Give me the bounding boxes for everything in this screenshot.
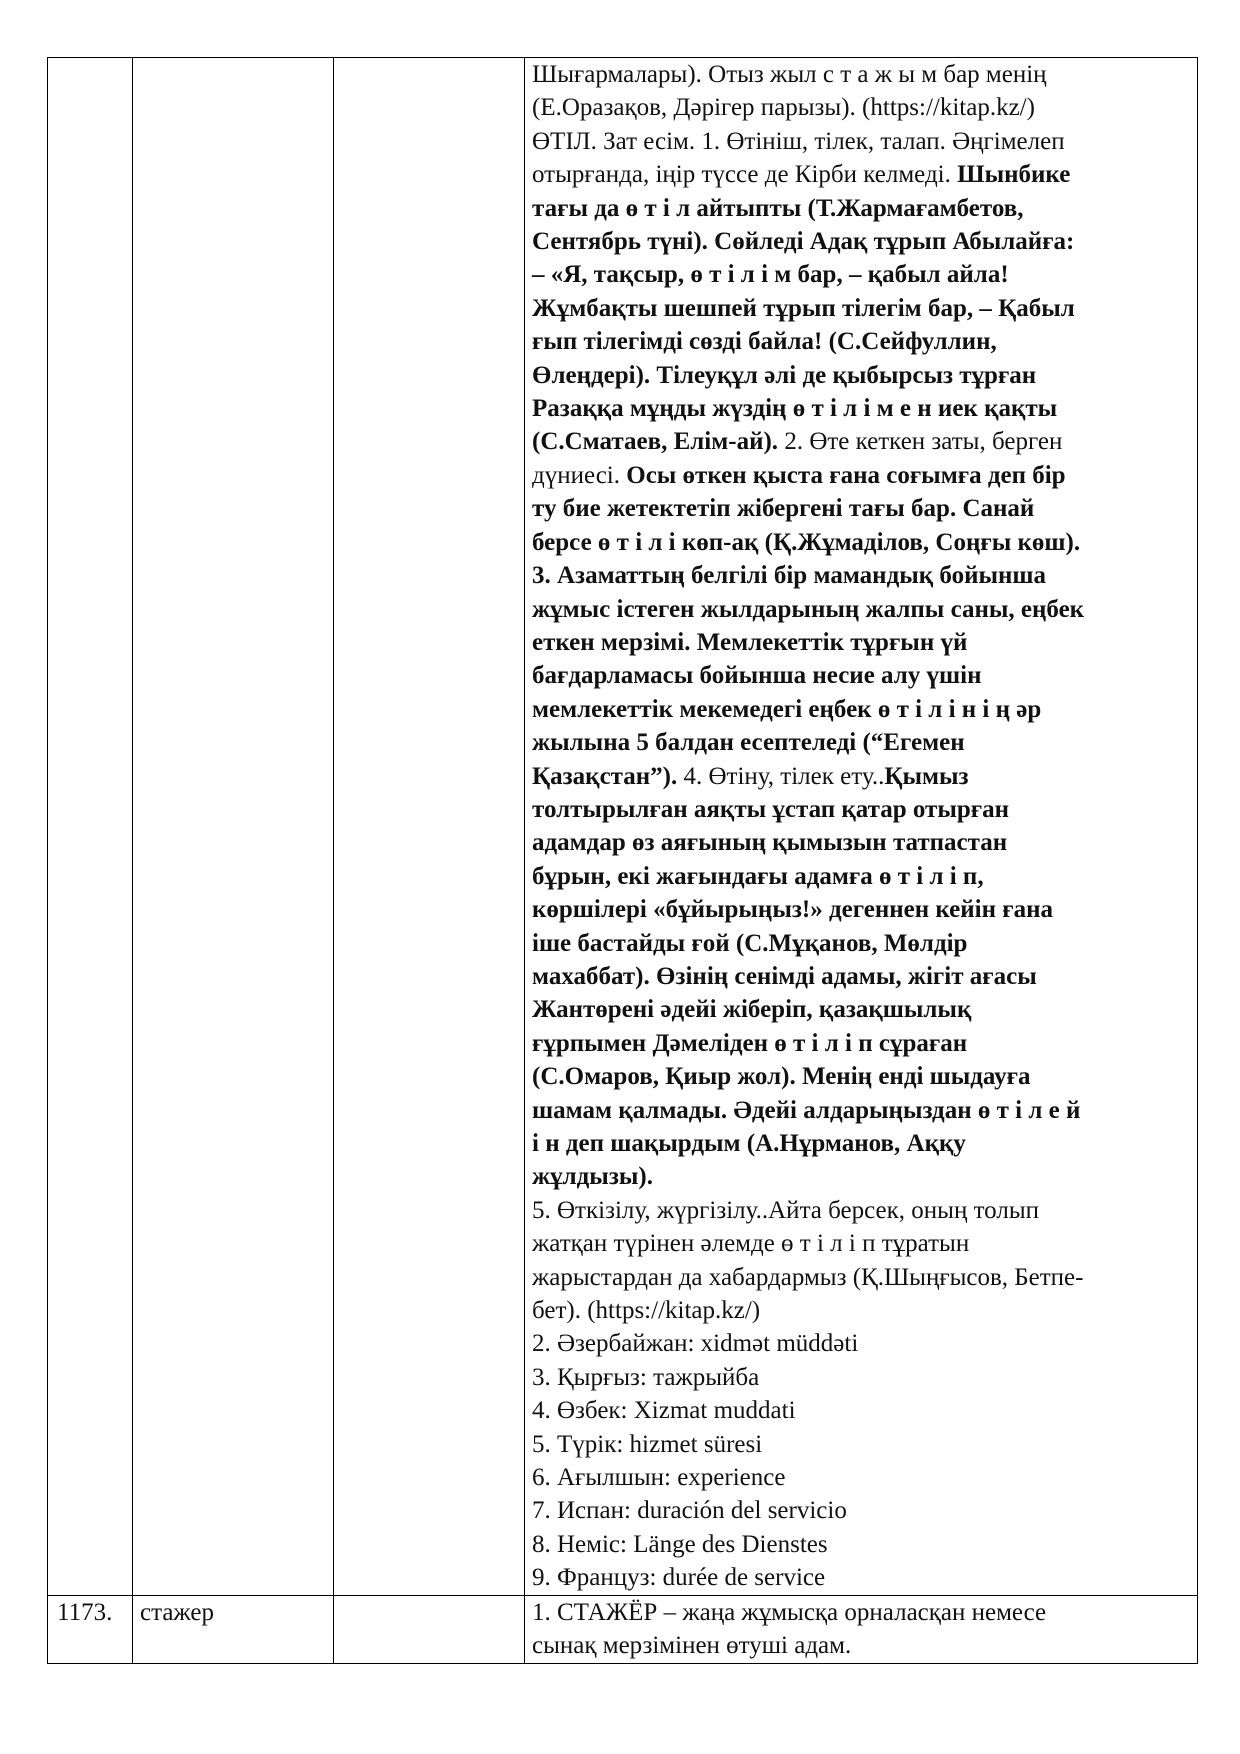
definition-line [532,1629,1191,1662]
definition-text: 8. Неміс: Länge des Dienstes [532,1530,828,1558]
definition-text: жатқан түрінен әлемде ө т і л і п тұратын [532,1230,970,1258]
definition-line [532,1394,1191,1427]
definition-text: (Е.Оразақов, Дәрігер парызы). (https://kitap.kz/) [532,94,1035,122]
definition-line [532,158,1191,191]
definition-line [532,1227,1191,1260]
definition-line [532,1127,1191,1160]
definition-text: 2. Әзербайжан: xidmət müddəti [532,1330,859,1358]
definition-line [532,526,1191,559]
definition-line [532,893,1191,926]
example-text-bold: (С.Омаров, Қиыр жол). Менің енді шыдауға [532,1063,1031,1091]
term-cell [133,58,334,1596]
definition-text: 2. Өте кеткен заты, берген [778,428,1063,456]
definition-line [532,927,1191,960]
entry-number-cell [48,58,133,1596]
definition-text: 3. Қырғыз: тажрыйба [532,1363,760,1391]
example-text-bold: (С.Сматаев, Елім-ай). [532,428,779,456]
example-text-bold: Қазақстан”). [532,762,678,790]
example-text-bold: ғұрпымен Дәмеліден ө т і л і п сұраған [532,1029,968,1057]
definition-line [532,826,1191,859]
definition-line [532,58,1191,91]
definition-line [532,659,1191,692]
definition-line [532,125,1191,158]
definition-line [532,325,1191,358]
definition-line [532,793,1191,826]
example-text-bold: жұмыс істеген жылдарының жалпы саны, еңбек [532,595,1085,623]
definition-line [532,1596,1191,1629]
definition-line [532,1327,1191,1360]
example-text-bold: ғып тілегімді сөзді байла! (С.Сейфуллин, [532,328,997,356]
definition-text: 4. Өзбек: Xizmat muddati [532,1397,796,1425]
definition-line [532,1027,1191,1060]
definition-line [532,559,1191,592]
term-cell: стажер [133,1595,334,1663]
definition-line [532,1428,1191,1461]
example-text-bold: Сентябрь түні). Сөйледі Адақ тұрып Абылайға: [532,228,1075,256]
empty-cell [334,58,525,1596]
example-text-bold: берсе ө т і л і көп-ақ (Қ.Жұмаділов, Соңғы көш). [532,528,1081,556]
definition-line [532,1294,1191,1327]
definition-line [532,392,1191,425]
definition-line [532,1060,1191,1093]
example-text-bold: Қымыз [884,762,969,790]
example-text-bold: Шынбике [957,161,1071,189]
definition-text: 9. Француз: durée de service [532,1564,826,1592]
definition-text: ӨТІЛ. Зат есім. 1. Өтініш, тілек, талап. Әңгімелеп [532,127,1065,155]
definition-line [532,425,1191,458]
definition-line [532,225,1191,258]
definition-line [532,960,1191,993]
definition-line [532,1261,1191,1294]
definition-line [532,1160,1191,1193]
definition-text: 7. Испан: duración del servicio [532,1497,847,1525]
definition-text: сынақ мерзімінен өтуші адам. [532,1632,852,1660]
definition-text: отырғанда, іңір түссе де Кірби келмеді. [532,161,958,189]
table-row [48,58,1198,1596]
definition-text: 5. Түрік: hizmet süresi [532,1430,763,1458]
entry-number-cell: 1173. [48,1595,133,1663]
definition-line [532,593,1191,626]
example-text-bold: жұлдызы). [532,1163,653,1191]
definition-line [532,1461,1191,1494]
definition-line [532,1528,1191,1561]
definition-text: жарыстардан да хабардармыз (Қ.Шыңғысов, Бетпе- [532,1263,1084,1291]
definition-line [532,258,1191,291]
definition-line [532,1194,1191,1227]
definition-text: 4. Өтіну, тілек ету.. [677,762,885,790]
example-text-bold: еткен мерзімі. Мемлекеттік тұрғын үй [532,628,968,656]
example-text-bold: 3. Азаматтың белгілі бір мамандық бойынша [532,562,1047,590]
example-text-bold: тағы да ө т і л айтыпты (Т.Жармағамбетов, [532,194,1024,222]
example-text-bold: көршілері «бұйырыңыз!» дегеннен кейін ғана [532,896,1054,924]
definition-line [532,91,1191,124]
example-text-bold: адамдар өз аяғының қымызын татпастан [532,829,1008,857]
definition-line [532,292,1191,325]
example-text-bold: Жантөрені әдейі жіберіп, қазақшылық [532,996,972,1024]
definition-text: 6. Ағылшын: experience [532,1464,786,1492]
example-text-bold: Осы өткен қыста ғана соғымға деп бір [626,461,1066,489]
definition-text: Шығармалары). Отыз жыл с т а ж ы м бар менің [532,61,1047,88]
example-text-bold: мемлекеттік мекемедегі еңбек ө т і л і н і ң әр [532,695,1042,723]
definition-line [532,760,1191,793]
definition-line [532,726,1191,759]
example-text-bold: бұрын, екі жағындағы адамға ө т і л і п, [532,862,984,890]
definition-text: бет). (https://kitap.kz/) [532,1297,761,1325]
definition-cell [525,1595,1198,1663]
example-text-bold: і н деп шақырдым (А.Нұрманов, Аққу [532,1130,966,1157]
table-row [48,1595,1198,1663]
definition-line [532,1561,1191,1594]
example-text-bold: Разаққа мұңды жүздің ө т і л і м е н иек қақты [532,395,1058,423]
definition-line [532,860,1191,893]
definition-line [532,993,1191,1026]
example-text-bold: Жұмбақты шешпей тұрып тілегім бар, – Қабыл [532,294,1075,322]
dictionary-table [47,57,1198,1664]
empty-cell [334,1595,525,1663]
definition-text: 1. СТАЖЁР – жаңа жұмысқа орналасқан немесе [532,1598,1047,1626]
example-text-bold: толтырылған аяқты ұстап қатар отырған [532,795,1010,823]
definition-line [532,459,1191,492]
definition-line [532,1494,1191,1527]
example-text-bold: шамам қалмады. Әдейі алдарыңыздан ө т і л е й [532,1096,1081,1124]
example-text-bold: махаббат). Өзінің сенімді адамы, жігіт ағасы [532,962,1037,990]
definition-cell [525,58,1198,1596]
definition-line [532,492,1191,525]
definition-line [532,626,1191,659]
definition-line [532,359,1191,392]
definition-text: 5. Өткізілу, жүргізілу..Айта берсек, оның толып [532,1196,1039,1224]
definition-line [532,1361,1191,1394]
definition-line [532,693,1191,726]
example-text-bold: ту бие жетектетіп жібергені тағы бар. Санай [532,495,1035,523]
example-text-bold: жылына 5 балдан есептеледі (“Егемен [532,729,965,757]
definition-text: дүниесі. [532,461,627,489]
example-text-bold: Өлеңдері). Тілеуқұл әлі де қыбырсыз тұрған [532,361,1037,389]
definition-line [532,1094,1191,1127]
example-text-bold: – «Я, тақсыр, ө т і л і м бар, – қабыл айла! [532,261,1009,289]
definition-line [532,192,1191,225]
example-text-bold: іше бастайды ғой (С.Мұқанов, Мөлдір [532,929,968,957]
example-text-bold: бағдарламасы бойынша несие алу үшін [532,662,982,690]
